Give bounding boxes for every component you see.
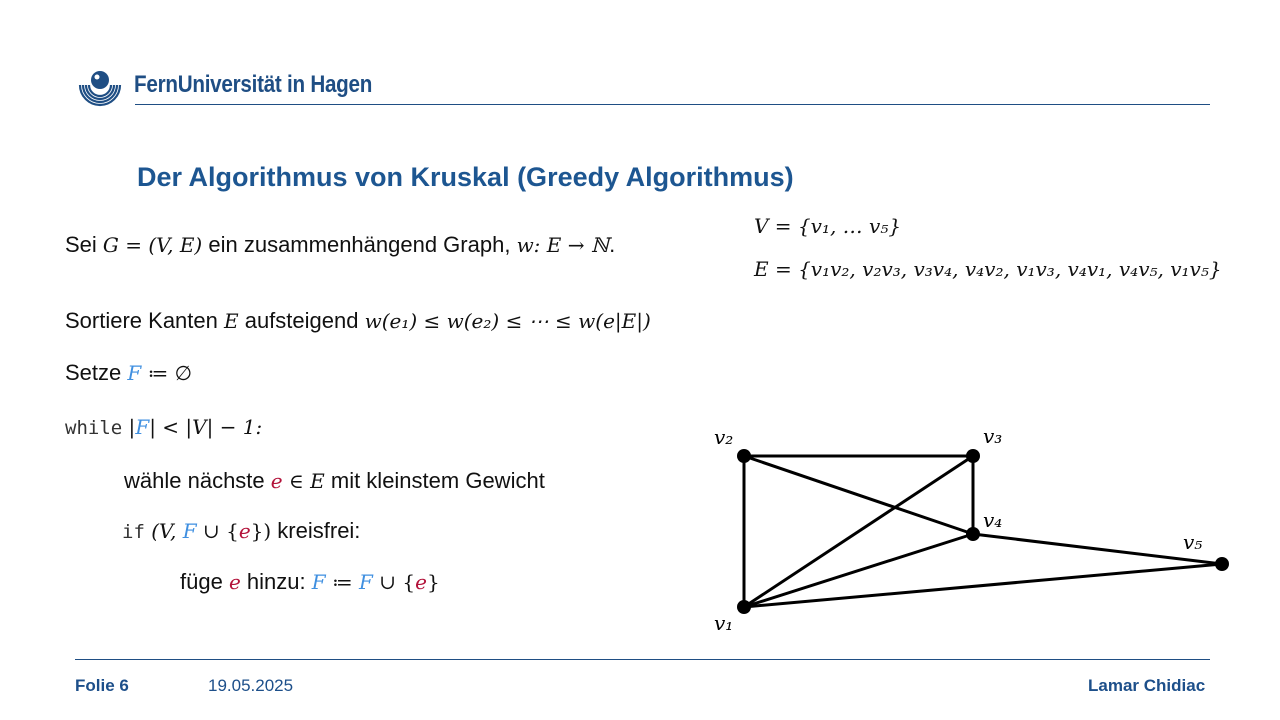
- node-label-v2: v₂: [714, 425, 734, 449]
- slide-date: 19.05.2025: [208, 676, 294, 695]
- while-line: while |F| < |V| − 1:: [65, 415, 263, 439]
- node-label-v5: v₅: [1183, 530, 1203, 554]
- edge-v1-v3: [744, 456, 973, 607]
- edge-set: E = {v₁v₂, v₂v₃, v₃v₄, v₄v₂, v₁v₃, v₄v₁, v₄v₅, v₁v₅}: [754, 257, 1222, 281]
- footer-divider: [75, 659, 1210, 660]
- node-v5: [1215, 557, 1229, 571]
- logo-text: FernUniversität in Hagen: [134, 71, 373, 98]
- node-v1: [737, 600, 751, 614]
- university-logo: [74, 60, 411, 110]
- if-line: if (V, F ∪ {e}) kreisfrei:: [122, 518, 361, 543]
- node-label-v4: v₄: [983, 508, 1003, 532]
- node-v2: [737, 449, 751, 463]
- slide-author: Lamar Chidiac: [1088, 676, 1206, 695]
- sort-edges-line: Sortiere Kanten E aufsteigend w(e₁) ≤ w(e₂) ≤ ⋯ ≤ w(e|E|): [65, 308, 651, 333]
- init-line: Setze F ≔ ∅: [65, 360, 193, 385]
- header-divider: [135, 104, 1210, 105]
- edge-v4-v2: [744, 456, 973, 534]
- node-label-v3: v₃: [983, 424, 1003, 448]
- slide-number: Folie 6: [75, 676, 129, 695]
- node-v4: [966, 527, 980, 541]
- node-label-v1: v₁: [714, 611, 734, 635]
- slide-title: Der Algorithmus von Kruskal (Greedy Algorithmus): [137, 162, 794, 192]
- node-v3: [966, 449, 980, 463]
- graph-definition-line: Sei G = (V, E) ein zusammenhängend Graph, w: E → ℕ.: [65, 232, 616, 257]
- vertex-set: V = {v₁, … v₅}: [754, 214, 902, 238]
- fernuni-logo-icon: [74, 60, 126, 110]
- add-edge-line: füge e hinzu: F ≔ F ∪ {e}: [180, 569, 440, 594]
- graph-diagram: [700, 410, 1250, 640]
- choose-edge-line: wähle nächste e ∈ E mit kleinstem Gewicht: [124, 468, 545, 493]
